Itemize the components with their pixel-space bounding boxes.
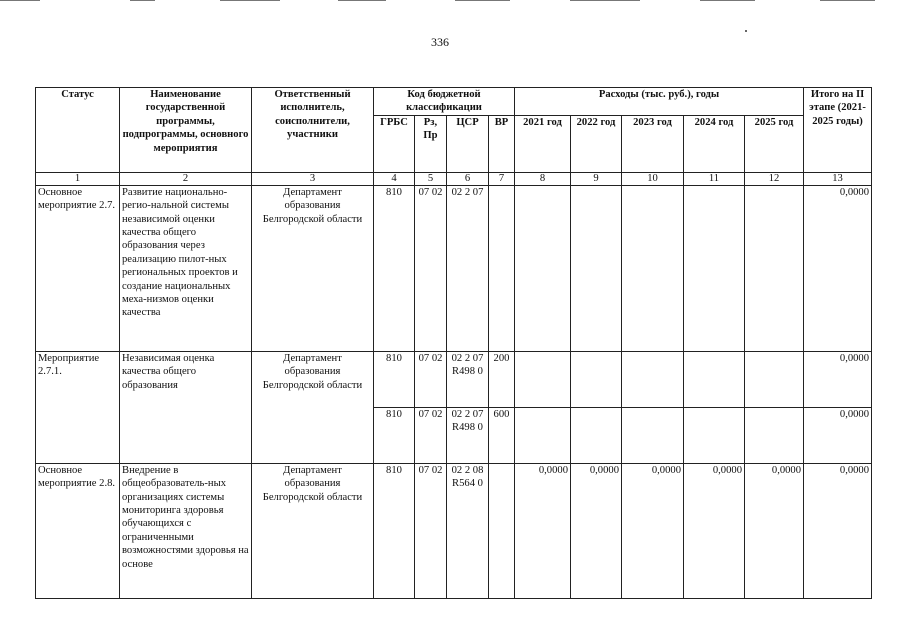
header-name: Наименование государственной программы, подпрограммы, основного мероприятия <box>120 88 252 173</box>
header-vr: ВР <box>489 115 515 172</box>
header-2025: 2025 год <box>745 115 804 172</box>
column-number: 1 <box>36 172 120 185</box>
row-csr: 02 2 07 R498 0 <box>447 407 489 463</box>
row-vr: 200 <box>489 351 515 407</box>
row-vr <box>489 463 515 598</box>
header-2023: 2023 год <box>622 115 684 172</box>
header-row-1 <box>36 88 872 116</box>
row-executor: Департамент образования Белгородской области <box>252 185 374 351</box>
row-rzpr: 07 02 <box>415 351 447 407</box>
row-2021 <box>515 407 571 463</box>
row-status: Основное мероприятие 2.8. <box>36 463 120 598</box>
row-2021 <box>515 351 571 407</box>
row-executor: Департамент образования Белгородской области <box>252 351 374 463</box>
column-number: 11 <box>684 172 745 185</box>
row-2025 <box>745 185 804 351</box>
row-2022 <box>571 407 622 463</box>
top-rule <box>820 0 875 1</box>
header-2022: 2022 год <box>571 115 622 172</box>
column-number: 4 <box>374 172 415 185</box>
row-name: Внедрение в общеобразователь-ных организациях системы мониторинга здоровья обучающихся с ограниченными возможностями здоровья на основе <box>120 463 252 598</box>
row-2022: 0,0000 <box>571 463 622 598</box>
top-rule <box>220 0 280 1</box>
header-total: Итого на II этапе (2021-2025 годы) <box>804 88 872 173</box>
row-rzpr: 07 02 <box>415 463 447 598</box>
column-number: 5 <box>415 172 447 185</box>
top-rule <box>455 0 510 1</box>
column-number: 10 <box>622 172 684 185</box>
top-rule <box>130 0 155 1</box>
header-grbs: ГРБС <box>374 115 415 172</box>
row-rzpr: 07 02 <box>415 185 447 351</box>
column-number: 13 <box>804 172 872 185</box>
header-budget-code: Код бюджетной классификации <box>374 88 515 116</box>
column-number: 7 <box>489 172 515 185</box>
header-expenses: Расходы (тыс. руб.), годы <box>515 88 804 116</box>
row-total: 0,0000 <box>804 185 872 351</box>
row-csr: 02 2 07 R498 0 <box>447 351 489 407</box>
row-2025 <box>745 351 804 407</box>
row-2024 <box>684 407 745 463</box>
row-2023 <box>622 185 684 351</box>
row-grbs: 810 <box>374 351 415 407</box>
row-csr: 02 2 07 <box>447 185 489 351</box>
row-total: 0,0000 <box>804 463 872 598</box>
row-2025: 0,0000 <box>745 463 804 598</box>
row-2024 <box>684 351 745 407</box>
row-2021: 0,0000 <box>515 463 571 598</box>
row-status: Мероприятие 2.7.1. <box>36 351 120 463</box>
scan-speck <box>745 30 747 32</box>
column-number: 2 <box>120 172 252 185</box>
row-status: Основное мероприятие 2.7. <box>36 185 120 351</box>
row-2022 <box>571 185 622 351</box>
top-rule <box>700 0 755 1</box>
header-2024: 2024 год <box>684 115 745 172</box>
top-rule <box>0 0 40 1</box>
row-vr <box>489 185 515 351</box>
top-rule <box>570 0 640 1</box>
row-executor: Департамент образования Белгородской области <box>252 463 374 598</box>
row-grbs: 810 <box>374 407 415 463</box>
row-2021 <box>515 185 571 351</box>
table-row <box>36 463 872 598</box>
row-csr: 02 2 08 R564 0 <box>447 463 489 598</box>
row-2023 <box>622 351 684 407</box>
row-rzpr: 07 02 <box>415 407 447 463</box>
row-total: 0,0000 <box>804 407 872 463</box>
column-number: 3 <box>252 172 374 185</box>
top-rule <box>338 0 386 1</box>
page-number: 336 <box>431 35 449 49</box>
header-2021: 2021 год <box>515 115 571 172</box>
column-number: 8 <box>515 172 571 185</box>
row-name: Развитие национально-регио-нальной системы независимой оценки качества общего образования через реализацию пилот-ных региональных проектов и создание национальных меха-низмов оценки качества <box>120 185 252 351</box>
row-grbs: 810 <box>374 185 415 351</box>
row-2023: 0,0000 <box>622 463 684 598</box>
table-row <box>36 351 872 407</box>
row-total: 0,0000 <box>804 351 872 407</box>
header-rzpr: Рз, Пр <box>415 115 447 172</box>
row-2024: 0,0000 <box>684 463 745 598</box>
row-2022 <box>571 351 622 407</box>
column-number: 12 <box>745 172 804 185</box>
header-executor: Ответственный исполнитель, соисполнители, участники <box>252 88 374 173</box>
column-number-row <box>36 172 872 185</box>
row-2025 <box>745 407 804 463</box>
table-row <box>36 185 872 351</box>
row-vr: 600 <box>489 407 515 463</box>
budget-table <box>35 87 872 599</box>
row-name: Независимая оценка качества общего образования <box>120 351 252 463</box>
header-csr: ЦСР <box>447 115 489 172</box>
row-2023 <box>622 407 684 463</box>
column-number: 9 <box>571 172 622 185</box>
header-status: Статус <box>36 88 120 173</box>
row-grbs: 810 <box>374 463 415 598</box>
column-number: 6 <box>447 172 489 185</box>
row-2024 <box>684 185 745 351</box>
